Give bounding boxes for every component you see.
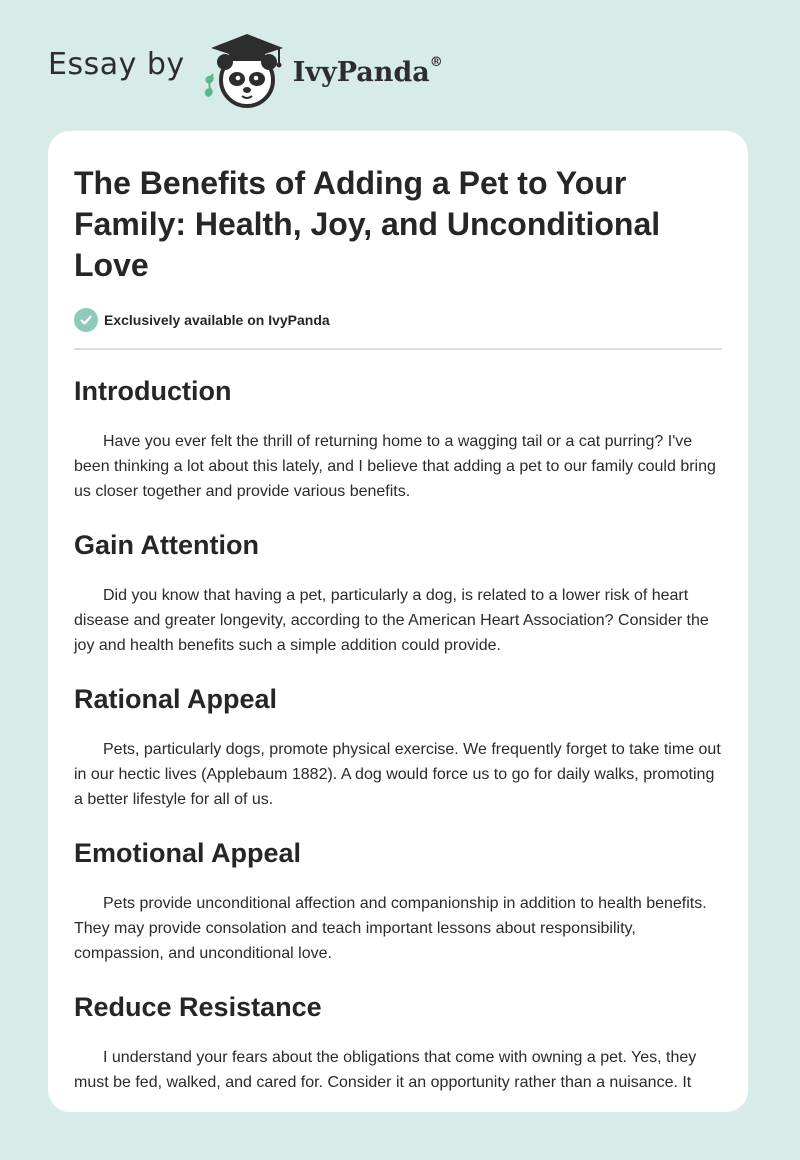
section-gain-attention [74, 528, 722, 658]
section-heading: Emotional Appeal [74, 838, 302, 868]
section-paragraph: Did you know that having a pet, particularly a dog, is related to a lower risk of heart disease and greater longevity, according to the American Heart Association? Consider the joy and health benefits such a simple addition could provide. [74, 587, 709, 654]
section-rational-appeal [74, 682, 722, 812]
essay-card [48, 131, 748, 1112]
section-reduce-resistance [74, 990, 722, 1095]
section-heading: Reduce Resistance [74, 992, 322, 1022]
brand-prefix: Essay by [48, 46, 185, 82]
registered-mark: ® [429, 54, 443, 70]
section-heading: Gain Attention [74, 530, 259, 560]
title-divider [74, 348, 722, 350]
brand-name-text: IvyPanda [292, 56, 430, 88]
site-header [48, 30, 443, 110]
exclusive-notice [74, 308, 722, 332]
panda-graduate-icon[interactable] [199, 30, 291, 110]
brand-name[interactable] [292, 54, 443, 88]
checkmark-icon [79, 313, 93, 327]
section-heading: Rational Appeal [74, 684, 278, 714]
section-paragraph: Have you ever felt the thrill of returning home to a wagging tail or a cat purring? I've been thinking a lot about this lately, and I believe that adding a pet to our family could bring us closer together and provide various benefits. [74, 433, 716, 500]
section-paragraph: Pets, particularly dogs, promote physical exercise. We frequently forget to take time out in our hectic lives (Applebaum 1882). A dog would force us to go for daily walks, promoting a better lifestyle for all of us. [74, 741, 721, 808]
section-heading: Introduction [74, 376, 232, 406]
section-paragraph: Pets provide unconditional affection and companionship in addition to health benefits. They may provide consolation and teach important lessons about responsibility, compassion, and unconditional love. [74, 895, 707, 962]
check-badge-icon [74, 308, 98, 332]
section-introduction [74, 374, 722, 504]
exclusive-label: Exclusively available on IvyPanda [104, 312, 330, 328]
section-paragraph: I understand your fears about the obligations that come with owning a pet. Yes, they must be fed, walked, and cared for. Consider it an opportunity rather than a nuisance. It [74, 1049, 697, 1091]
section-emotional-appeal [74, 836, 722, 966]
essay-title: The Benefits of Adding a Pet to Your Family: Health, Joy, and Unconditional Love [74, 165, 661, 283]
